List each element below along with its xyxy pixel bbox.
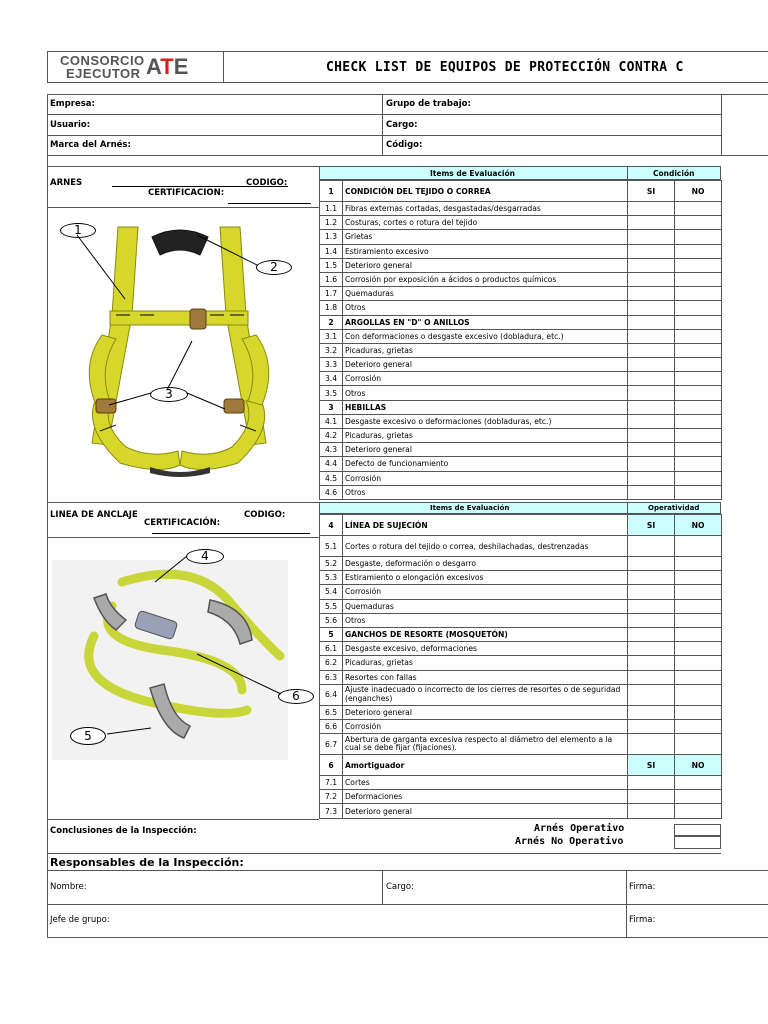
callout-3: 3	[150, 387, 188, 402]
table-row	[320, 343, 722, 357]
item-number: 1.4	[320, 244, 343, 258]
item-text: LÍNEA DE SUJECIÓN	[343, 515, 628, 536]
table-row	[320, 372, 722, 386]
callout-4: 4	[186, 549, 224, 564]
item-text: Estiramiento o elongación excesivos	[343, 571, 628, 585]
item-number: 3.3	[320, 358, 343, 372]
si-checkbox[interactable]	[628, 230, 675, 244]
table-row	[320, 705, 722, 719]
item-text: Deterioro general	[343, 804, 628, 818]
item-text: Costuras, cortes o rotura del tejido	[343, 216, 628, 230]
no-checkbox[interactable]	[675, 734, 722, 755]
no-checkbox[interactable]	[675, 536, 722, 557]
info-divider	[382, 94, 383, 156]
si-checkbox[interactable]	[628, 372, 675, 386]
item-number: 1	[320, 181, 343, 202]
section-row	[320, 400, 722, 414]
no-checkbox[interactable]	[675, 315, 722, 329]
conclusion-bottom-line	[47, 853, 721, 854]
no-checkbox[interactable]	[675, 613, 722, 627]
arnes-cert-underline	[228, 203, 311, 204]
item-number: 5.6	[320, 613, 343, 627]
item-number: 6.1	[320, 642, 343, 656]
item-number: 1.2	[320, 216, 343, 230]
item-number: 3.4	[320, 372, 343, 386]
item-number: 3.2	[320, 343, 343, 357]
table-row	[320, 734, 722, 755]
marca-label: Marca del Arnés:	[50, 140, 131, 150]
callout-6: 6	[278, 689, 314, 704]
table-row	[320, 443, 722, 457]
table-row	[320, 804, 722, 818]
si-checkbox[interactable]	[628, 202, 675, 216]
item-text: Deterioro general	[343, 258, 628, 272]
si-checkbox[interactable]	[628, 400, 675, 414]
si-checkbox[interactable]	[628, 536, 675, 557]
arnes-section-line	[47, 207, 319, 208]
grupo-label: Grupo de trabajo:	[386, 99, 471, 109]
table-row	[320, 719, 722, 733]
section-row	[320, 627, 722, 641]
item-text: CONDICIÓN DEL TEJIDO O CORREA	[343, 181, 628, 202]
firma-label: Firma:	[629, 882, 656, 892]
table-row	[320, 287, 722, 301]
si-checkbox[interactable]	[628, 719, 675, 733]
item-text: Picaduras, grietas	[343, 656, 628, 670]
item-text: Corrosión	[343, 719, 628, 733]
table-row	[320, 557, 722, 571]
arnes-label: ARNES	[50, 178, 83, 188]
table-row	[320, 471, 722, 485]
item-text: Amortiguador	[343, 755, 628, 776]
left-top-line	[47, 166, 319, 167]
table-row	[320, 642, 722, 656]
section-row	[320, 755, 722, 776]
no-checkbox[interactable]	[675, 414, 722, 428]
si-checkbox[interactable]	[628, 329, 675, 343]
table-row	[320, 656, 722, 670]
si-checkbox[interactable]	[628, 301, 675, 315]
table-row	[320, 216, 722, 230]
no-checkbox[interactable]	[675, 642, 722, 656]
item-number: 5.5	[320, 599, 343, 613]
no-header: NO	[675, 515, 722, 536]
arnes-bottom-line	[47, 502, 319, 503]
no-checkbox[interactable]	[675, 705, 722, 719]
si-checkbox[interactable]	[628, 343, 675, 357]
item-text: Desgaste excesivo o deformaciones (dobladuras, etc.)	[343, 414, 628, 428]
item-number: 2	[320, 315, 343, 329]
responsables-title: Responsables de la Inspección:	[50, 856, 244, 869]
table2	[319, 514, 722, 819]
header-divider	[223, 51, 224, 83]
item-text: Corrosión	[343, 471, 628, 485]
item-text: Corrosión	[343, 372, 628, 386]
table-row	[320, 536, 722, 557]
info-right-edge	[721, 94, 722, 156]
page-title: CHECK LIST DE EQUIPOS DE PROTECCIÓN CONTRA C	[326, 60, 684, 75]
item-text: Fibras externas cortadas, desgastadas/desgarradas	[343, 202, 628, 216]
si-header: SI	[628, 515, 675, 536]
no-checkbox[interactable]	[675, 471, 722, 485]
no-checkbox[interactable]	[675, 571, 722, 585]
cargo-label: Cargo:	[386, 120, 418, 130]
si-checkbox[interactable]	[628, 627, 675, 641]
linea-cert-underline	[152, 533, 310, 534]
item-number: 4	[320, 515, 343, 536]
item-text: Quemaduras	[343, 287, 628, 301]
table-row	[320, 244, 722, 258]
item-number: 4.4	[320, 457, 343, 471]
jefe-label: Jefe de grupo:	[50, 915, 110, 925]
table-row	[320, 485, 722, 499]
item-text: ARGOLLAS EN "D" O ANILLOS	[343, 315, 628, 329]
item-number: 5.2	[320, 557, 343, 571]
no-header: NO	[675, 755, 722, 776]
item-number: 5.3	[320, 571, 343, 585]
logo-line1: CONSORCIO	[60, 53, 145, 68]
si-checkbox[interactable]	[628, 216, 675, 230]
no-checkbox[interactable]	[675, 429, 722, 443]
si-checkbox[interactable]	[628, 315, 675, 329]
item-text: Picaduras, grietas	[343, 343, 628, 357]
table-row	[320, 684, 722, 705]
si-checkbox[interactable]	[628, 358, 675, 372]
resp-cargo-label: Cargo:	[386, 882, 414, 892]
item-text: Corrosión por exposición a ácidos o productos químicos	[343, 272, 628, 286]
si-checkbox[interactable]	[628, 485, 675, 499]
no-checkbox[interactable]	[675, 457, 722, 471]
no-checkbox[interactable]	[675, 684, 722, 705]
item-number: 6.4	[320, 684, 343, 705]
item-text: Desgaste excesivo, deformaciones	[343, 642, 628, 656]
resp-line1	[47, 870, 768, 871]
table1-header-items-label: Items de Evaluación	[430, 169, 515, 178]
table-row	[320, 358, 722, 372]
section-row	[320, 515, 722, 536]
no-checkbox[interactable]	[675, 443, 722, 457]
item-text: Corrosión	[343, 585, 628, 599]
no-checkbox[interactable]	[675, 776, 722, 790]
item-text: Estiramiento excesivo	[343, 244, 628, 258]
table-row	[320, 613, 722, 627]
item-number: 1.3	[320, 230, 343, 244]
item-text: Picaduras, grietas	[343, 429, 628, 443]
si-checkbox[interactable]	[628, 272, 675, 286]
table-row	[320, 571, 722, 585]
item-text: Cortes o rotura del tejido o correa, deshilachadas, destrenzadas	[343, 536, 628, 557]
item-text: Resortes con fallas	[343, 670, 628, 684]
operativo-checkbox[interactable]	[674, 824, 721, 836]
left-bottom-line	[47, 819, 319, 820]
no-checkbox[interactable]	[675, 372, 722, 386]
arnes-certificacion: CERTIFICACION:	[148, 188, 225, 198]
item-text: Desgaste, deformación o desgarro	[343, 557, 628, 571]
item-text: Grietas	[343, 230, 628, 244]
si-header: SI	[628, 755, 675, 776]
si-checkbox[interactable]	[628, 571, 675, 585]
item-number: 4.1	[320, 414, 343, 428]
linea-label: LINEA DE ANCLAJE	[50, 510, 138, 520]
no-checkbox[interactable]	[675, 287, 722, 301]
item-number: 6.7	[320, 734, 343, 755]
si-checkbox[interactable]	[628, 471, 675, 485]
si-checkbox[interactable]	[628, 684, 675, 705]
item-number: 3	[320, 400, 343, 414]
item-number: 6	[320, 755, 343, 776]
logo-mark: ATE	[146, 54, 189, 79]
harness-arrows	[47, 215, 319, 495]
item-number: 6.5	[320, 705, 343, 719]
si-checkbox[interactable]	[628, 613, 675, 627]
no-checkbox[interactable]	[675, 557, 722, 571]
table-row	[320, 670, 722, 684]
si-checkbox[interactable]	[628, 457, 675, 471]
no-checkbox[interactable]	[675, 627, 722, 641]
no-checkbox[interactable]	[675, 719, 722, 733]
usuario-label: Usuario:	[50, 120, 91, 130]
item-text: Cortes	[343, 776, 628, 790]
item-text: Deterioro general	[343, 705, 628, 719]
si-checkbox[interactable]	[628, 790, 675, 804]
item-number: 6.2	[320, 656, 343, 670]
lanyard-arrows	[47, 540, 319, 760]
item-number: 4.6	[320, 485, 343, 499]
no-checkbox[interactable]	[675, 358, 722, 372]
item-text: Con deformaciones o desgaste excesivo (dobladura, etc.)	[343, 329, 628, 343]
si-header: SI	[628, 181, 675, 202]
no-checkbox[interactable]	[675, 790, 722, 804]
table-row	[320, 272, 722, 286]
table1	[319, 180, 722, 500]
logo-line2: EJECUTOR	[66, 66, 141, 81]
table-row	[320, 202, 722, 216]
info-line1	[47, 114, 721, 115]
si-checkbox[interactable]	[628, 386, 675, 400]
table-row	[320, 230, 722, 244]
codigo-label: Código:	[386, 140, 423, 150]
arnes-codigo: CODIGO:	[246, 178, 288, 188]
no-checkbox[interactable]	[675, 386, 722, 400]
item-text: Defecto de funcionamiento	[343, 457, 628, 471]
item-text: Quemaduras	[343, 599, 628, 613]
resp-line2	[47, 904, 768, 905]
item-text: Deformaciones	[343, 790, 628, 804]
si-checkbox[interactable]	[628, 670, 675, 684]
no-checkbox[interactable]	[675, 216, 722, 230]
table2-header-items-label: Items de Evaluación	[430, 504, 510, 512]
si-checkbox[interactable]	[628, 414, 675, 428]
no-checkbox[interactable]	[675, 202, 722, 216]
section-row	[320, 181, 722, 202]
table1-header-cond-label: Condición	[653, 169, 695, 178]
table-row	[320, 414, 722, 428]
table-row	[320, 429, 722, 443]
si-checkbox[interactable]	[628, 258, 675, 272]
table-row	[320, 329, 722, 343]
si-checkbox[interactable]	[628, 287, 675, 301]
callout-2: 2	[256, 260, 292, 275]
item-number: 7.3	[320, 804, 343, 818]
no-checkbox[interactable]	[675, 244, 722, 258]
si-checkbox[interactable]	[628, 656, 675, 670]
item-text: GANCHOS DE RESORTE (MOSQUETÓN)	[343, 627, 628, 641]
table-row	[320, 258, 722, 272]
resp-line3	[47, 937, 768, 938]
si-checkbox[interactable]	[628, 705, 675, 719]
table-row	[320, 301, 722, 315]
firma2-label: Firma:	[629, 915, 656, 925]
no-checkbox[interactable]	[675, 656, 722, 670]
si-checkbox[interactable]	[628, 244, 675, 258]
item-number: 3.5	[320, 386, 343, 400]
linea-section-line	[47, 537, 319, 538]
item-number: 5	[320, 627, 343, 641]
table-row	[320, 790, 722, 804]
no-checkbox[interactable]	[675, 400, 722, 414]
arnes-operativo-label: Arnés Operativo	[534, 823, 625, 834]
si-checkbox[interactable]	[628, 776, 675, 790]
si-checkbox[interactable]	[628, 429, 675, 443]
no-checkbox[interactable]	[675, 258, 722, 272]
si-checkbox[interactable]	[628, 804, 675, 818]
item-text: Otros	[343, 386, 628, 400]
si-checkbox[interactable]	[628, 557, 675, 571]
linea-codigo: CODIGO:	[244, 510, 286, 520]
item-text: Deterioro general	[343, 443, 628, 457]
table-row	[320, 386, 722, 400]
no-header: NO	[675, 181, 722, 202]
table-row	[320, 457, 722, 471]
item-text: Otros	[343, 301, 628, 315]
empresa-label: Empresa:	[50, 99, 95, 109]
item-number: 1.6	[320, 272, 343, 286]
no-operativo-checkbox[interactable]	[674, 836, 721, 849]
si-checkbox[interactable]	[628, 585, 675, 599]
no-checkbox[interactable]	[675, 230, 722, 244]
item-number: 6.3	[320, 670, 343, 684]
linea-certificacion: CERTIFICACIÓN:	[144, 518, 221, 528]
item-number: 5.4	[320, 585, 343, 599]
item-number: 4.3	[320, 443, 343, 457]
no-checkbox[interactable]	[675, 301, 722, 315]
no-checkbox[interactable]	[675, 343, 722, 357]
table-row	[320, 776, 722, 790]
item-text: Ajuste inadecuado o incorrecto de los cierres de resortes o de seguridad (enganches)	[343, 684, 628, 705]
item-number: 7.1	[320, 776, 343, 790]
item-text: Otros	[343, 613, 628, 627]
conclusion-label: Conclusiones de la Inspección:	[50, 826, 197, 836]
item-number: 1.7	[320, 287, 343, 301]
si-checkbox[interactable]	[628, 642, 675, 656]
item-number: 6.6	[320, 719, 343, 733]
no-checkbox[interactable]	[675, 670, 722, 684]
no-checkbox[interactable]	[675, 599, 722, 613]
item-number: 1.1	[320, 202, 343, 216]
no-checkbox[interactable]	[675, 585, 722, 599]
callout-5: 5	[70, 727, 106, 745]
section-row	[320, 315, 722, 329]
item-number: 3.1	[320, 329, 343, 343]
table-row	[320, 585, 722, 599]
si-checkbox[interactable]	[628, 443, 675, 457]
arnes-no-operativo-label: Arnés No Operativo	[515, 836, 624, 847]
item-text: Abertura de garganta excesiva respecto al diámetro del elemento a la cual se debe fijar (fijaciones).	[343, 734, 628, 755]
resp-div1	[382, 870, 383, 904]
item-text: HEBILLAS	[343, 400, 628, 414]
item-number: 5.1	[320, 536, 343, 557]
item-text: Otros	[343, 485, 628, 499]
item-number: 4.2	[320, 429, 343, 443]
si-checkbox[interactable]	[628, 599, 675, 613]
table-row	[320, 599, 722, 613]
si-checkbox[interactable]	[628, 734, 675, 755]
resp-div2	[626, 870, 627, 937]
item-text: Deterioro general	[343, 358, 628, 372]
nombre-label: Nombre:	[50, 882, 87, 892]
no-checkbox[interactable]	[675, 272, 722, 286]
item-number: 1.5	[320, 258, 343, 272]
item-number: 4.5	[320, 471, 343, 485]
callout-1: 1	[60, 223, 96, 238]
info-line2	[47, 135, 721, 136]
no-checkbox[interactable]	[675, 804, 722, 818]
item-number: 1.8	[320, 301, 343, 315]
no-checkbox[interactable]	[675, 485, 722, 499]
table2-header-oper-label: Operatividad	[648, 504, 700, 512]
no-checkbox[interactable]	[675, 329, 722, 343]
item-number: 7.2	[320, 790, 343, 804]
